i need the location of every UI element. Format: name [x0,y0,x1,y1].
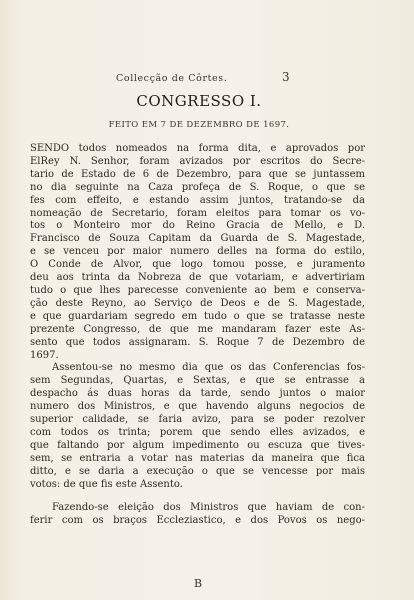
text-line: Assentou-se no mesmo dia que os das Conferencias fos- [52,362,365,374]
running-head: Collecção de Côrtes. [116,73,228,84]
text-line: sento que todos assignaram. S. Roque 7 de Dezembro de [30,336,365,348]
text-line: SENDO todos nomeados na forma dita, e aprovados por [30,143,365,154]
text-line: Fazendo-se eleição dos Ministros que haviam de con- [52,502,365,514]
text-line: votos: de que fis este Assento. [30,478,183,490]
signature-mark: B [194,577,203,590]
text-line: e que guardariam segredo em tudo o que se tratasse neste [30,310,365,322]
text-line: prezente Congresso, de que me mandaram fazer este As- [30,323,365,335]
text-line: superior calidade, se faria avizo, para se poder rezolver [30,414,365,426]
text-line: tario de Estado de 6 de Dezembro, para que se juntassem [30,168,365,180]
text-line: que faltando por algum impedimento ou escuza que tives- [30,439,365,451]
text-line: ção deste Reyno, ao Serviço de Deos e de S. Magestade, [30,297,365,309]
text-line: ferir com os braços Eccleziastico, e dos Povos os nego- [30,515,365,527]
body-text [30,143,365,528]
section-date: FEITO EM 7 DE DEZEMBRO DE 1697. [108,120,290,130]
page-number: 3 [282,70,290,84]
text-line: tos o Monteiro mor do Reino Gracia de Mello, e D. [30,220,365,232]
text-line: tudo o que lhes parecesse conveniente ao bem e conserva- [30,284,365,296]
paragraph-1 [30,143,365,362]
text-line: no dia seguinte na Caza profeça de S. Roque, o que se [30,181,365,193]
text-line: com todos os trinta; porem que sendo elles avizados, e [30,426,365,438]
text-line: despacho ás duas horas da tarde, sendo juntos o maior [30,388,365,400]
paragraph-3 [30,502,365,528]
text-line: sem, se entraria a votar nas materias da maneira que fica [30,452,365,464]
text-line: sem Segundas, Quartas, e Sextas, e que se entrasse a [30,375,365,387]
text-line: Francisco de Souza Capitam da Guarda de S. Magestade, [30,233,365,245]
text-line: e se venceu por maior numero delles na forma do estilo, [30,246,365,258]
text-line: 1697. [30,349,59,361]
paragraph-2 [30,362,365,491]
text-line: fes com effeito, e estando assim juntos, tratando-se da [30,194,365,206]
text-line: O Conde de Alvor, que logo tomou posse, e juramento [30,259,365,271]
text-line: ElRey N. Senhor, foram avizados por escritos do Secre- [30,155,365,167]
section-title: CONGRESSO I. [136,92,262,110]
text-line: nomeação de Secretario, foram eleitos para tomar os vo- [30,207,365,219]
text-line: deu aos trinta da Nobreza de que votariam, e advertiriam [30,272,365,284]
text-line: ditto, e se daria a execução o que se vencesse por mais [30,465,365,477]
paragraph-gap [30,491,365,502]
text-line: numero dos Ministros, e que havendo alguns negocios de [30,401,365,413]
